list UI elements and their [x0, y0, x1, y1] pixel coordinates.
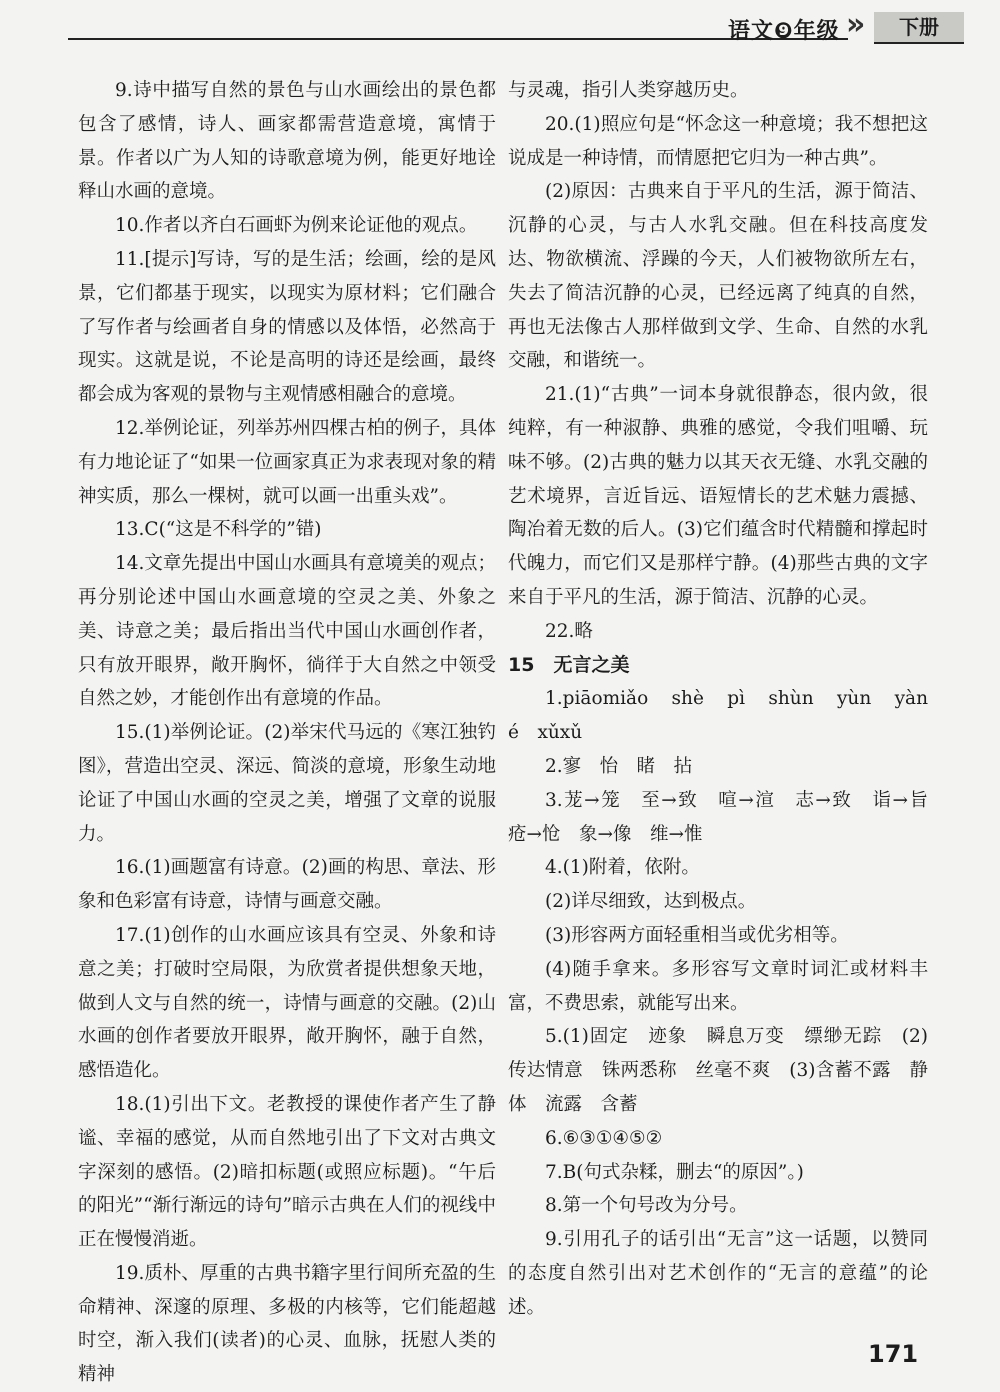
answer-17: 17.(1)创作的山水画应该具有空灵、外象和诗意之美；打破时空局限，为欣赏者提供想象天地，做到人文与自然的统一，诗情与画意的交融。(2)山水画的创作者要放开眼界，敞开胸怀，融于自然，感悟造化。 [78, 924, 496, 1082]
header-volume-tab: 下册 [874, 12, 964, 44]
s15-answer-4-2: (2)详尽细致，达到极点。 [545, 891, 757, 913]
s15-answer-6: 6.⑥③①④⑤② [545, 1127, 663, 1149]
page-number: 171 [868, 1340, 919, 1368]
header-subject-grade: 语文❾年级 [728, 19, 840, 44]
answer-16: 16.(1)画题富有诗意。(2)画的构思、章法、形象和色彩富有诗意，诗情与画意交融。 [78, 857, 496, 913]
answer-18: 18.(1)引出下文。老教授的课使作者产生了静谧、幸福的感觉，从而自然地引出了下文对古典文字深刻的感悟。(2)暗扣标题(或照应标题)。“午后的阳光”“渐行渐远的诗句”暗示古典在人们的视线中正在慢慢消逝。 [78, 1093, 496, 1251]
s15-answer-3: 3.茏→笼 至→致 喧→渲 志→致 诣→旨 疮→怆 象→像 维→惟 [508, 789, 947, 845]
s15-answer-8: 8.第一个句号改为分号。 [545, 1195, 748, 1217]
answer-19: 19.质朴、厚重的古典书籍字里行间所充盈的生命精神、深邃的原理、多极的内核等，它们能超越时空，渐入我们(读者)的心灵、血脉，抚慰人类的精神 [78, 1262, 496, 1386]
s15-answer-1: 1.piāomiǎo shè pì shùn yùn yàn é xǔxǔ [508, 688, 947, 744]
s15-answer-4-4: (4)随手拿来。多形容写文章时词汇或材料丰富，不费思索，就能写出来。 [508, 958, 928, 1014]
answer-20: 20.(1)照应句是“怀念这一种意境；我不想把这说成是一种诗情，而情愿把它归为一种古典”。 [508, 113, 928, 169]
s15-answer-5: 5.(1)固定 迹象 瞬息万变 缥缈无踪 (2)传达情意 铢两悉称 丝毫不爽 (3)含蓄不露 静体 流露 含蓄 [508, 1026, 928, 1115]
chevron-icon: » [846, 7, 866, 42]
s15-answer-4-1: 4.(1)附着，依附。 [545, 857, 700, 879]
answer-19-continued: 与灵魂，指引人类穿越历史。 [508, 80, 749, 101]
right-column [508, 74, 947, 1324]
answer-10: 10.作者以齐白石画虾为例来论证他的观点。 [115, 215, 478, 237]
s15-answer-4-3: (3)形容两方面轻重相当或优劣相等。 [545, 924, 849, 946]
s15-answer-9: 9.引用孔子的话引出“无言”这一话题，以赞同的态度自然引出对艺术创作的“无言的意蕴”的论述。 [508, 1229, 928, 1318]
answer-15: 15.(1)举例论证。(2)举宋代马远的《寒江独钓图》，营造出空灵、深远、简淡的意境，形象生动地论证了中国山水画的空灵之美，增强了文章的说服力。 [78, 722, 496, 845]
answer-22: 22.略 [545, 620, 593, 642]
answer-20-part2: (2)原因：古典来自于平凡的生活，源于简洁、沉静的心灵，与古人水乳交融。但在科技高度发达、物欲横流、浮躁的今天，人们被物欲所左右，失去了简洁沉静的心灵，已经远离了纯真的自然，再也无法像古人那样做到文学、生命、自然的水乳交融，和谐统一。 [508, 181, 928, 372]
s15-answer-7: 7.B(句式杂糅，删去“的原因”。) [545, 1161, 804, 1183]
answer-11: 11.[提示]写诗，写的是生活；绘画，绘的是风景，它们都基于现实，以现实为原材料；它们融合了写作者与绘画者自身的情感以及体悟，必然高于现实。这就是说，不论是高明的诗还是绘画，最终都会成为客观的景物与主观情感相融合的意境。 [78, 248, 496, 406]
s15-answer-2: 2.寥 怡 睹 拈 [545, 755, 693, 777]
section-title: 15 无言之美 [508, 653, 630, 676]
answer-9: 9.诗中描写自然的景色与山水画绘出的景色都包含了感情，诗人、画家都需营造意境，寓情于景。作者以广为人知的诗歌意境为例，能更好地诠释山水画的意境。 [78, 80, 496, 203]
answer-12: 12.举例论证，列举苏州四棵古柏的例子，具体有力地论证了“如果一位画家真正为求表现对象的精神实质，那么一棵树，就可以画一出重头戏”。 [78, 417, 496, 507]
answer-21: 21.(1)“古典”一词本身就很静态，很内敛，很纯粹，有一种淑静、典雅的感觉，令我们咀嚼、玩味不够。(2)古典的魅力以其天衣无缝、水乳交融的艺术境界，言近旨远、语短情长的艺术魅力震撼、陶冶着无数的后人。(3)它们蕴含时代精髓和撑起时代魄力，而它们又是那样宁静。(4)那些古典的文字来自于平凡的生活，源于简洁、沉静的心灵。 [508, 384, 928, 608]
answer-14: 14.文章先提出中国山水画具有意境美的观点；再分别论述中国山水画意境的空灵之美、外象之美、诗意之美；最后指出当代中国山水画创作者，只有放开眼界，敞开胸怀，徜徉于大自然之中领受自然之妙，才能创作出有意境的作品。 [78, 553, 496, 710]
answer-13: 13.C(“这是不科学的”错) [115, 519, 322, 541]
left-column [78, 74, 496, 1392]
